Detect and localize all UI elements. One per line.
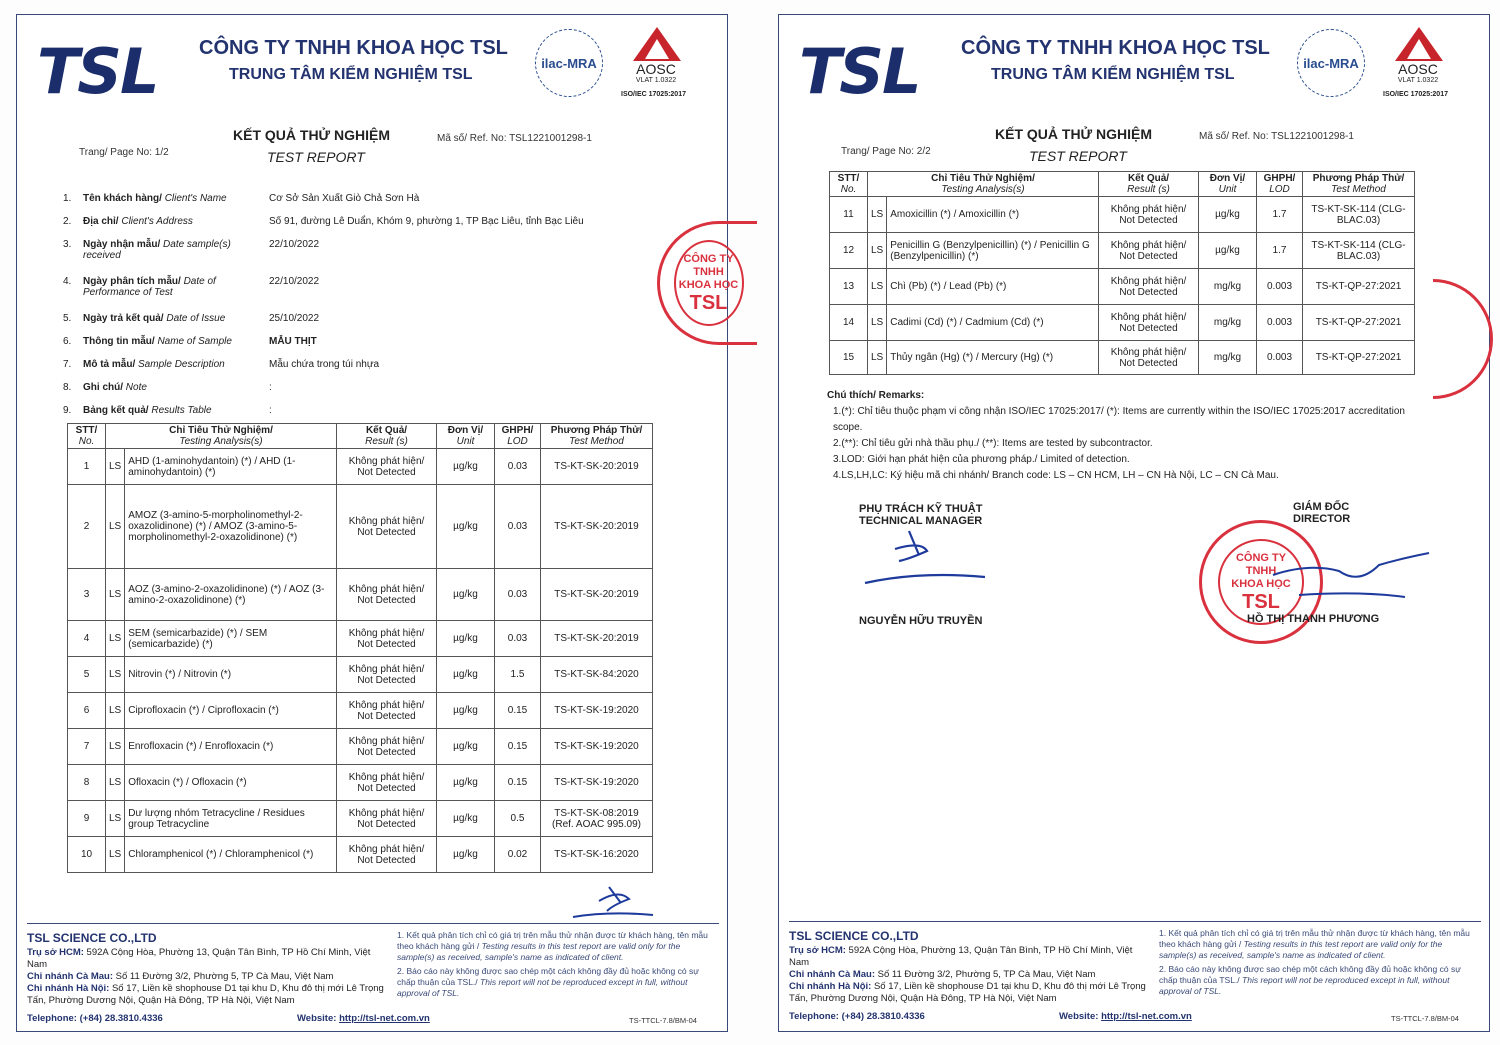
cell-an: AOZ (3-amino-2-oxazolidinone) (*) / AOZ (3-amino-2-oxazolidinone) (*) [125,569,337,621]
cell-no: 3 [68,569,106,621]
cell-no: 15 [830,341,868,375]
cell-method: TS-KT-SK-84:2020 [541,657,653,693]
website-link[interactable]: http://tsl-net.com.vn [1101,1011,1192,1022]
cell-ls: LS [106,485,125,569]
cell-unit: mg/kg [1199,305,1257,341]
cell-no: 9 [68,801,106,837]
table-row [830,269,1415,305]
tech-signature-icon [859,527,989,587]
initials-signature [569,881,659,921]
cell-no: 10 [68,837,106,873]
cell-lod: 1.7 [1257,197,1303,233]
cell-lod: 0.5 [495,801,541,837]
page-number: Trang/ Page No: 2/2 [841,146,931,157]
report-subtitle: TEST REPORT [1029,148,1127,164]
cell-unit: mg/kg [1199,269,1257,305]
cell-an: Cadimi (Cd) (*) / Cadmium (Cd) (*) [887,305,1099,341]
cell-res: Không phát hiện/ Not Detected [337,621,437,657]
cell-ls: LS [868,233,887,269]
cell-unit: µg/kg [437,837,495,873]
cell-lod: 0.02 [495,837,541,873]
cell-an: Penicillin G (Benzylpenicillin) (*) / Penicillin G (Benzylpenicillin) (*) [887,233,1099,269]
table-row [68,569,653,621]
cell-method: TS-KT-SK-19:2020 [541,729,653,765]
cell-res: Không phát hiện/ Not Detected [1099,269,1199,305]
aosc-mark-icon [633,27,681,61]
aosc-logo [621,27,691,84]
ilac-mra-logo: ilac-MRA [1297,29,1365,97]
director-signature-icon [1269,535,1439,605]
cell-no: 7 [68,729,106,765]
table-row [68,765,653,801]
cell-lod: 0.03 [495,569,541,621]
center-name: TRUNG TÂM KIỂM NGHIỆM TSL [229,66,473,83]
report-page-2 [778,14,1490,1032]
cell-res: Không phát hiện/ Not Detected [337,569,437,621]
form-code: TS-TTCL-7.8/BM-04 [1391,1014,1459,1023]
table-row [68,449,653,485]
cell-res: Không phát hiện/ Not Detected [337,693,437,729]
tech-manager-signature: PHỤ TRÁCH KỸ THUẬT TECHNICAL MANAGER NGUYỄN HỮU TRUYỀN [859,503,989,627]
cell-ls: LS [106,837,125,873]
footer-brand: TSL SCIENCE CO.,LTD [789,929,919,943]
table-row [830,233,1415,269]
info-row: 4. Ngày phân tích mẫu/ Date of Performance of Test 22/10/2022 [63,276,320,298]
cell-method: TS-KT-QP-27:2021 [1303,269,1415,305]
table-row [68,693,653,729]
cell-an: Chloramphenicol (*) / Chloramphenicol (*) [125,837,337,873]
cell-no: 1 [68,449,106,485]
company-stamp-partial: CÔNG TY TNHH KHOA HỌC TSL [657,221,757,345]
cell-method: TS-KT-SK-114 (CLG-BLAC.03) [1303,197,1415,233]
iso-label: ISO/IEC 17025:2017 [621,91,686,98]
cell-unit: mg/kg [1199,341,1257,375]
table-row [830,341,1415,375]
cell-no: 12 [830,233,868,269]
cell-unit: µg/kg [437,801,495,837]
cell-lod: 0.03 [495,485,541,569]
cell-ls: LS [106,765,125,801]
table-row [68,837,653,873]
cell-an: SEM (semicarbazide) (*) / SEM (semicarbazide) (*) [125,621,337,657]
info-row: 3. Ngày nhận mẫu/ Date sample(s) received 22/10/2022 [63,239,320,261]
info-row: 9. Bảng kết quả/ Results Table : [63,405,272,416]
cell-unit: µg/kg [1199,197,1257,233]
cell-an: Nitrovin (*) / Nitrovin (*) [125,657,337,693]
website-link[interactable]: http://tsl-net.com.vn [339,1013,430,1024]
page-number: Trang/ Page No: 1/2 [79,147,169,158]
cell-lod: 0.03 [495,449,541,485]
ilac-mra-logo: ilac-MRA [535,29,603,97]
cell-method: TS-KT-SK-20:2019 [541,621,653,657]
cell-no: 14 [830,305,868,341]
cell-an: Ciprofloxacin (*) / Ciprofloxacin (*) [125,693,337,729]
cell-lod: 0.003 [1257,305,1303,341]
info-row: 2. Địa chỉ/ Client's Address Số 91, đường Lê Duẩn, Khóm 9, phường 1, TP Bạc Liêu, tỉnh Bạc Liêu [63,216,584,227]
aosc-logo [1383,27,1453,84]
company-name: CÔNG TY TNHH KHOA HỌC TSL [961,37,1270,59]
cell-an: Amoxicillin (*) / Amoxicillin (*) [887,197,1099,233]
tsl-logo: TSL [37,35,158,108]
cell-an: Enrofloxacin (*) / Enrofloxacin (*) [125,729,337,765]
cell-no: 8 [68,765,106,801]
cell-no: 5 [68,657,106,693]
info-row: 6. Thông tin mẫu/ Name of Sample MẪU THỊT [63,336,317,347]
stamp-fragment [1433,279,1493,399]
center-name: TRUNG TÂM KIỂM NGHIỆM TSL [991,66,1235,83]
cell-no: 13 [830,269,868,305]
cell-ls: LS [106,449,125,485]
cell-res: Không phát hiện/ Not Detected [337,765,437,801]
report-page-1 [16,14,739,1032]
table-row [830,305,1415,341]
cell-ls: LS [868,305,887,341]
cell-res: Không phát hiện/ Not Detected [337,449,437,485]
table-header-row: STT/ No. Chỉ Tiêu Thử Nghiệm/ Testing Analysis(s) Kết Quả/ Result (s) Đơn Vị/ Unit GHPH/ LOD Phương Pháp Thử/ Test Method [68,424,653,449]
cell-an: Chì (Pb) (*) / Lead (Pb) (*) [887,269,1099,305]
cell-no: 2 [68,485,106,569]
cell-method: TS-KT-SK-19:2020 [541,765,653,801]
director-title: GIÁM ĐỐC DIRECTOR [1293,501,1351,525]
footer-telephone: Telephone: (+84) 28.3810.4336 [27,1013,163,1024]
cell-unit: µg/kg [437,621,495,657]
cell-ls: LS [106,621,125,657]
info-row: 7. Mô tả mẫu/ Sample Description Mẫu chứa trong túi nhựa [63,359,380,370]
cell-res: Không phát hiện/ Not Detected [1099,197,1199,233]
table-row [68,657,653,693]
aosc-mark-icon [1395,27,1443,61]
cell-unit: µg/kg [437,569,495,621]
form-code: TS-TTCL-7.8/BM-04 [629,1016,697,1025]
cell-lod: 1.5 [495,657,541,693]
cell-an: Dư lượng nhóm Tetracycline / Residues group Tetracycline [125,801,337,837]
tsl-logo: TSL [799,35,920,108]
footer-brand: TSL SCIENCE CO.,LTD [27,931,157,945]
table-header-row: STT/ No. Chỉ Tiêu Thử Nghiệm/ Testing Analysis(s) Kết Quả/ Result (s) Đơn Vị/ Unit GHPH/ LOD Phương Pháp Thử/ Test Method [830,172,1415,197]
cell-ls: LS [106,729,125,765]
cell-method: TS-KT-SK-08:2019 (Ref. AOAC 995.09) [541,801,653,837]
cell-an: Thủy ngân (Hg) (*) / Mercury (Hg) (*) [887,341,1099,375]
info-row: 1. Tên khách hàng/ Client's Name Cơ Sở Sản Xuất Giò Chả Sơn Hà [63,193,420,204]
aosc-text: AOSC [636,61,676,77]
cell-unit: µg/kg [437,729,495,765]
cell-ls: LS [868,197,887,233]
cell-ls: LS [106,657,125,693]
cell-res: Không phát hiện/ Not Detected [337,729,437,765]
cell-an: Ofloxacin (*) / Ofloxacin (*) [125,765,337,801]
cell-method: TS-KT-SK-20:2019 [541,485,653,569]
cell-method: TS-KT-QP-27:2021 [1303,305,1415,341]
cell-res: Không phát hiện/ Not Detected [1099,305,1199,341]
cell-lod: 0.15 [495,693,541,729]
report-title: KẾT QUẢ THỬ NGHIỆM [995,126,1153,142]
vlat-text: VLAT 1.0322 [635,77,677,84]
cell-ls: LS [106,569,125,621]
company-stamp: CÔNG TY TNHH KHOA HỌC TSL [1199,520,1323,644]
footer-telephone: Telephone: (+84) 28.3810.4336 [789,1011,925,1022]
table-row [68,801,653,837]
cell-lod: 0.15 [495,765,541,801]
info-row: 8. Ghi chú/ Note : [63,382,272,393]
cell-no: 11 [830,197,868,233]
cell-ls: LS [868,341,887,375]
cell-res: Không phát hiện/ Not Detected [1099,233,1199,269]
report-title: KẾT QUẢ THỬ NGHIỆM [233,127,391,143]
cell-method: TS-KT-SK-114 (CLG-BLAC.03) [1303,233,1415,269]
cell-method: TS-KT-SK-16:2020 [541,837,653,873]
cell-ls: LS [106,693,125,729]
remarks-title: Chú thích/ Remarks: [827,390,925,401]
footer: TSL SCIENCE CO.,LTD Trụ sở HCM: 592A Cộng Hòa, Phường 13, Quận Tân Bình, TP Hồ Chí Minh, Việt Nam Chi nhánh Cà Mau: Số 11 Đường 3/2, Phường 5, TP Cà Mau, Việt Nam Chi nhánh Hà Nội: Số 17, Liền kề shophouse D1 tại khu D, Khu đô thị mới Lê Trọng Tấn, Phường Dương Nội, Quận Hà Đông, TP Hà Nội, Việt Nam 1. Kết quả phân tích chỉ có giá trị trên mẫu thử nhận được từ khách hàng, tên mẫu theo khách hàng gửi / Testing results in this test report are valid only for the sample(s) as received, sample's name as indicated of client. 2. Báo cáo này không được sao chép một cách không đầy đủ hoặc không có sự chấp thuận của TSL./ This report will not be reproduced except in full, without approval of TSL. Telephone: (+84) 28.3810.4336 Website: http://tsl-net.com.vn TS-TTCL-7.8/BM-04 [789,921,1481,1025]
vlat-text: VLAT 1.0322 [1397,77,1439,84]
cell-lod: 0.003 [1257,269,1303,305]
cell-no: 4 [68,621,106,657]
ref-number: Mã số/ Ref. No: TSL1221001298-1 [437,133,592,144]
client-info [63,193,683,428]
table-row [830,197,1415,233]
remarks: Chú thích/ Remarks: 1.(*): Chỉ tiêu thuộc phạm vi công nhận ISO/IEC 17025:2017/ (*): Items are currently within the ISO/IEC 17025:2017 accreditation scope. 2.(**): Chỉ tiêu gửi nhà thầu phụ./ (**): Items are tested by subcontractor. 3.LOD: Giới hạn phát hiện của phương pháp./ Limited of detection. 4.LS,LH,LC: Ký hiệu mã chi nhánh/ Branch code: LS – CN HCM, LH – CN Hà Nội, LC – CN Cà Mau. [827,388,1417,484]
cell-an: AMOZ (3-amino-5-morpholinomethyl-2-oxazolidinone) (*) / AMOZ (3-amino-5-morpholinomethyl-2-oxazolidinone) (*) [125,485,337,569]
info-row: 5. Ngày trả kết quả/ Date of Issue 25/10/2022 [63,313,320,324]
company-name: CÔNG TY TNHH KHOA HỌC TSL [199,37,508,59]
cell-unit: µg/kg [437,449,495,485]
table-row [68,621,653,657]
cell-res: Không phát hiện/ Not Detected [337,657,437,693]
cell-lod: 0.03 [495,621,541,657]
table-row [68,485,653,569]
footer-website: Website: http://tsl-net.com.vn [297,1013,430,1024]
footer-website: Website: http://tsl-net.com.vn [1059,1011,1192,1022]
cell-lod: 0.003 [1257,341,1303,375]
cell-an: AHD (1-aminohydantoin) (*) / AHD (1-aminohydantoin) (*) [125,449,337,485]
footer-notes: 1. Kết quả phân tích chỉ có giá trị trên mẫu thử nhận được từ khách hàng, tên mẫu theo khách hàng gửi / Testing results in this test report are valid only for the sample(s) as received, sample's name as indicated of client. 2. Báo cáo này không được sao chép một cách không đầy đủ hoặc không có sự chấp thuận của TSL./ This report will not be reproduced except in full, without approval of TSL. [397,930,708,998]
cell-res: Không phát hiện/ Not Detected [1099,341,1199,375]
footer: TSL SCIENCE CO.,LTD Trụ sở HCM: 592A Cộng Hòa, Phường 13, Quận Tân Bình, TP Hồ Chí Minh, Việt Nam Chi nhánh Cà Mau: Số 11 Đường 3/2, Phường 5, TP Cà Mau, Việt Nam Chi nhánh Hà Nội: Số 17, Liền kề shophouse D1 tại khu D, Khu đô thị mới Lê Trọng Tấn, Phường Dương Nội, Quận Hà Đông, TP Hà Nội, Việt Nam 1. Kết quả phân tích chỉ có giá trị trên mẫu thử nhận được từ khách hàng, tên mẫu theo khách hàng gửi / Testing results in this test report are valid only for the sample(s) as received, sample's name as indicated of client. 2. Báo cáo này không được sao chép một cách không đầy đủ hoặc không có sự chấp thuận của TSL./ This report will not be reproduced except in full, without approval of TSL. Telephone: (+84) 28.3810.4336 Website: http://tsl-net.com.vn TS-TTCL-7.8/BM-04 [27,923,719,1027]
footer-notes: 1. Kết quả phân tích chỉ có giá trị trên mẫu thử nhận được từ khách hàng, tên mẫu theo khách hàng gửi / Testing results in this test report are valid only for the sample(s) as received, sample's name as indicated of client. 2. Báo cáo này không được sao chép một cách không đầy đủ hoặc không có sự chấp thuận của TSL./ This report will not be reproduced except in full, without approval of TSL. [1159,928,1470,996]
cell-ls: LS [868,269,887,305]
cell-res: Không phát hiện/ Not Detected [337,801,437,837]
ref-number: Mã số/ Ref. No: TSL1221001298-1 [1199,131,1354,142]
cell-unit: µg/kg [1199,233,1257,269]
cell-res: Không phát hiện/ Not Detected [337,485,437,569]
cell-lod: 0.15 [495,729,541,765]
cell-lod: 1.7 [1257,233,1303,269]
cell-method: TS-KT-QP-27:2021 [1303,341,1415,375]
cell-res: Không phát hiện/ Not Detected [337,837,437,873]
cell-ls: LS [106,801,125,837]
cell-no: 6 [68,693,106,729]
cell-unit: µg/kg [437,485,495,569]
aosc-text: AOSC [1398,61,1438,77]
cell-unit: µg/kg [437,693,495,729]
cell-method: TS-KT-SK-20:2019 [541,569,653,621]
results-table-2 [829,171,1415,375]
cell-unit: µg/kg [437,657,495,693]
cell-unit: µg/kg [437,765,495,801]
report-subtitle: TEST REPORT [267,149,365,165]
cell-method: TS-KT-SK-20:2019 [541,449,653,485]
director-name: HỒ THỊ THANH PHƯƠNG [1247,613,1380,625]
results-table-1 [67,423,653,873]
iso-label: ISO/IEC 17025:2017 [1383,91,1448,98]
cell-method: TS-KT-SK-19:2020 [541,693,653,729]
table-row [68,729,653,765]
